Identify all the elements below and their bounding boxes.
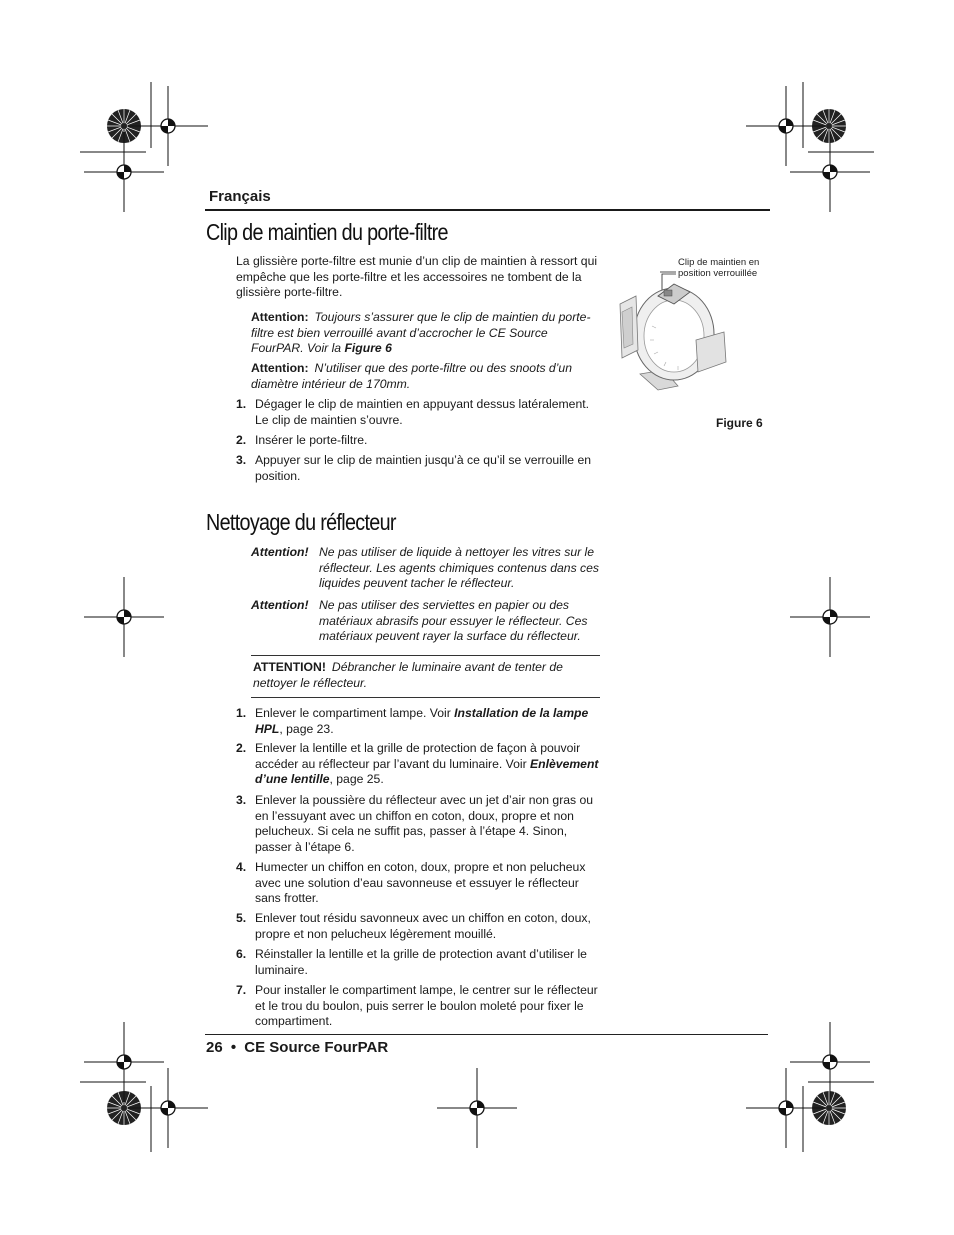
notice-text: N’utiliser que des porte-filtre ou des snoots d’un diamètre intérieur de 170mm. [251,361,572,391]
boxed-warning-unplug: ATTENTION! Débrancher le luminaire avant de tenter de nettoyer le réflecteur. [253,660,563,690]
list-item: 6. Réinstaller la lentille et la grille de protection avant d’utiliser le luminaire. [236,947,587,977]
list-item: 4. Humecter un chiffon en coton, doux, propre et non pelucheux avec une solution d’eau savonneuse et essuyer le réflecteur sans frotter. [236,860,586,906]
notice-clip-locked [251,310,603,357]
section-title-clip: Clip de maintien du porte-filtre [206,219,448,245]
notice-diameter [251,361,603,392]
footer-separator: • [230,1039,237,1056]
list-item: 7. Pour installer le compartiment lampe, le centrer sur le réflecteur et le trou du boulon, puis serrer le boulon moleté pour fixer le compartiment. [236,983,598,1029]
list-item: 1. Enlever le compartiment lampe. Voir Installation de la lampe HPL, page 23. [236,706,589,736]
list-item: 1. Dégager le clip de maintien en appuyant dessus latéralement. Le clip de maintien s’ouvre. [236,397,590,427]
boxed-warning-rule-top [251,655,600,656]
figure-6-label: Figure 6 [716,416,763,430]
page-footer [206,1039,388,1056]
warning-glass-cleaner: Attention! Ne pas utiliser de liquide à nettoyer les vitres sur le réflecteur. Les agents chimiques contenus dans ces liquides peuvent tacher le réflecteur. [251,545,600,591]
page-number: 26 [206,1039,223,1056]
figure-callout: Clip de maintien en position verrouillée [678,257,760,279]
warning-paper-towels: Attention! Ne pas utiliser des serviettes en papier ou des matériaux abrasifs pour essuyer le réflecteur. Ces matériaux peuvent rayer la surface du réflecteur. [251,598,588,644]
figure-6-illustration [612,262,732,402]
footer-rule [205,1034,768,1035]
section-title-reflector: Nettoyage du réflecteur [206,509,396,535]
list-item: 2. Insérer le porte-filtre. [236,433,368,447]
cross-reference: Enlèvement d’une lentille [255,756,599,787]
notice-label: Attention: [251,310,309,324]
list-item: 2. Enlever la lentille et la grille de protection de façon à pouvoir accéder au réflecteur par l’avant du luminaire. Voir Enlèvement d’une lentille, page 25. [236,741,599,787]
header-rule [205,209,770,211]
product-name: CE Source FourPAR [244,1039,389,1056]
section1-intro: La glissière porte-filtre est munie d’un clip de maintien à ressort qui empêche que les porte-filtre et les accessoires ne tombent de la glissière porte-filtre. [236,254,598,300]
boxed-warning-rule-bottom [251,697,600,698]
list-item: 5. Enlever tout résidu savonneux avec un chiffon en coton, doux, propre et non pelucheux légèrement mouillé. [236,911,591,941]
language-header: Français [209,188,271,205]
cross-reference: Installation de la lampe HPL [255,706,589,736]
figure-reference: Figure 6 [344,341,392,356]
list-item: 3. Appuyer sur le clip de maintien jusqu’à ce qu’il se verrouille en position. [236,453,592,483]
notice-label: Attention: [251,361,309,375]
notice-text: Toujours s’assurer que le clip de maintien du porte-filtre est bien verrouillé avant d’accrocher le CE Source FourPAR. Voir la [251,310,591,356]
list-item: 3. Enlever la poussière du réflecteur avec un jet d’air non gras ou en l’essuyant avec un chiffon en coton, doux, propre et non pelucheux. Si cela ne suffit pas, passer à l’étape 4. Sinon, passer à l’étape 6. [236,793,594,855]
